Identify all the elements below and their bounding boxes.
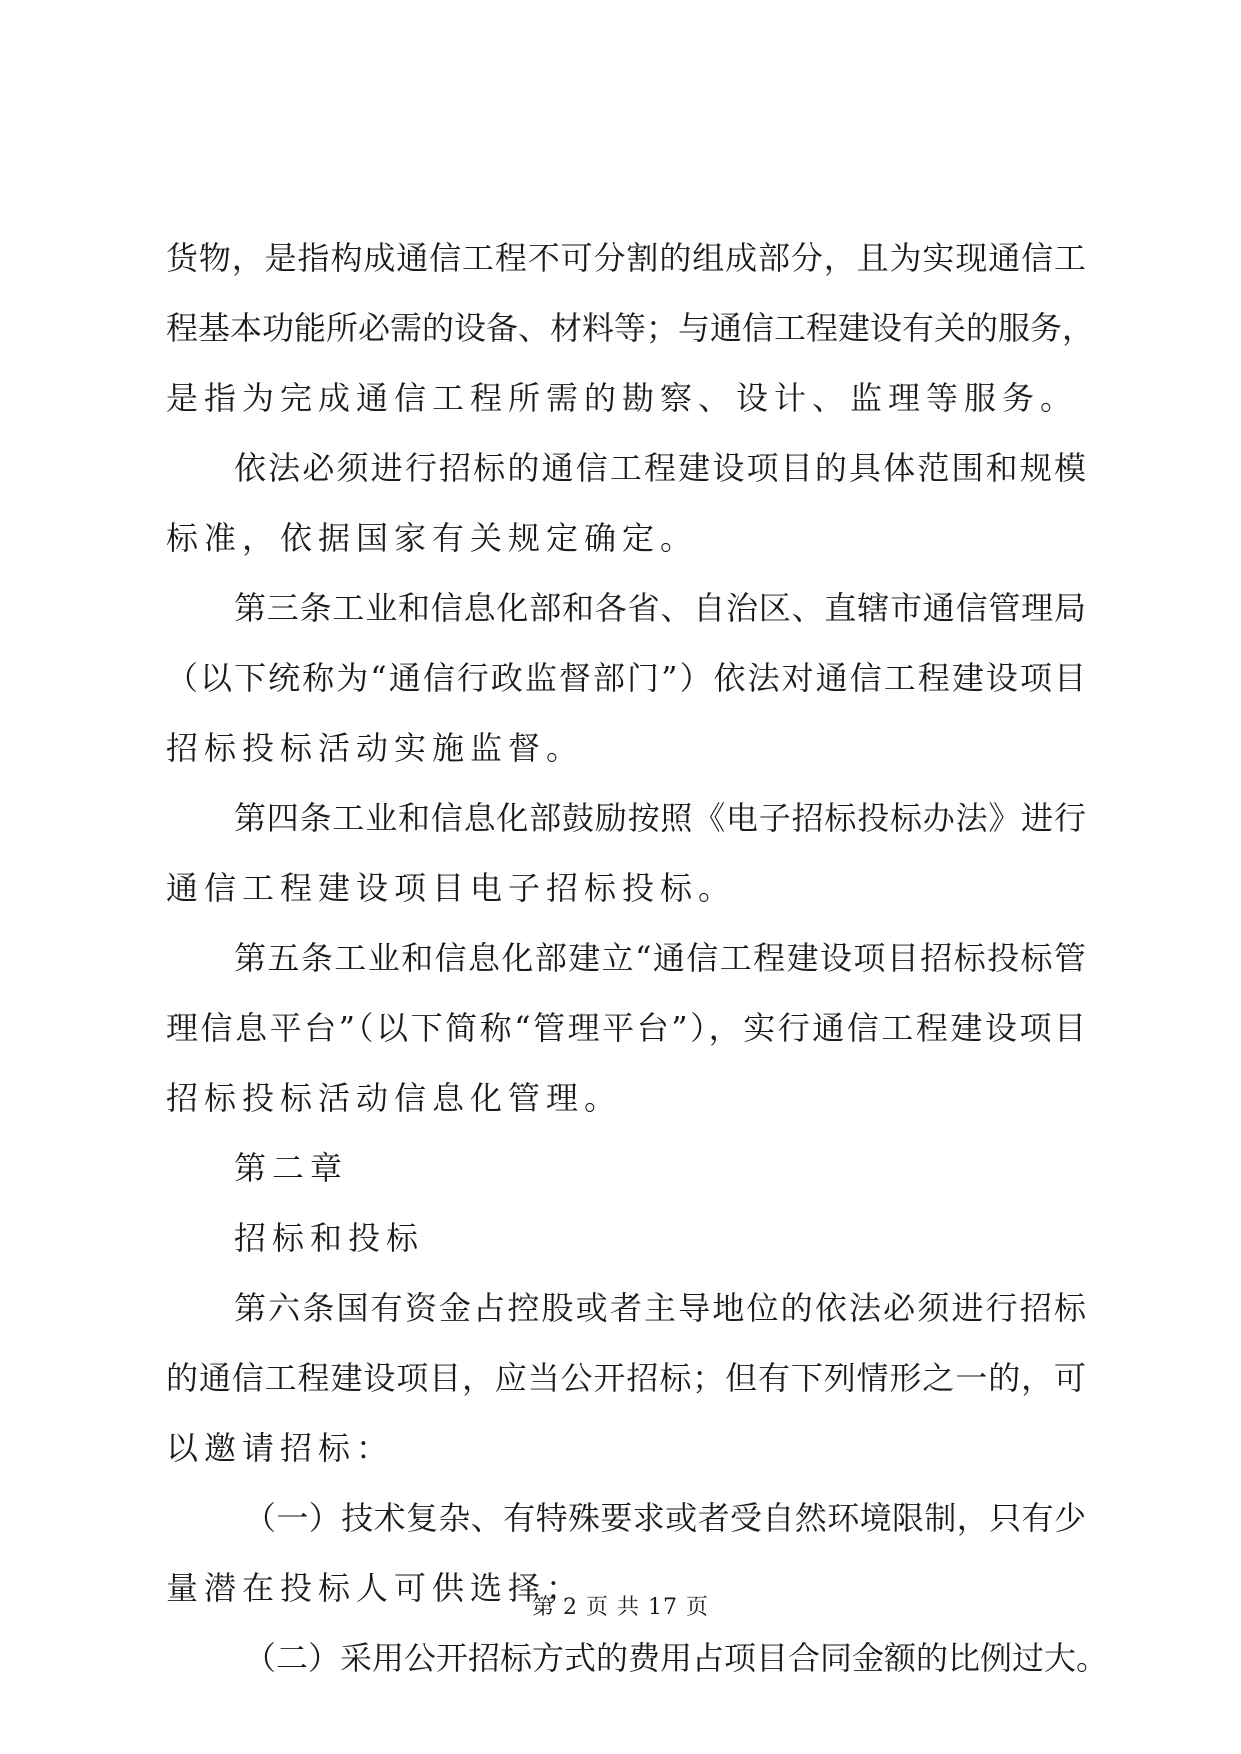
body-line: 是指为完成通信工程所需的勘察、设计、监理等服务。 [166,379,1079,417]
article-6-line: 第六条国有资金占控股或者主导地位的依法必须进行招标 [234,1289,1086,1327]
chapter-heading: 第二章 [234,1149,349,1187]
body-line: （以下统称为“通信行政监督部门”）依法对通信工程建设项目 [166,659,1086,697]
body-line: 通信工程建设项目电子招标投标。 [166,869,737,907]
article-5-line: 第五条工业和信息化部建立“通信工程建设项目招标投标管 [234,939,1086,977]
body-line: 标准，依据国家有关规定确定。 [166,519,699,557]
body-line: 理信息平台”（以下简称“管理平台”），实行通信工程建设项目 [166,1009,1086,1047]
body-line: 招标投标活动信息化管理。 [166,1079,623,1117]
body-line: 货物，是指构成通信工程不可分割的组成部分，且为实现通信工 [166,239,1086,277]
document-body [166,223,1109,1693]
body-line: 招标投标活动实施监督。 [166,729,585,767]
list-item-2-line: （二）采用公开招标方式的费用占项目合同金额的比例过大。 [244,1639,1109,1677]
body-line: 的通信工程建设项目，应当公开招标；但有下列情形之一的，可 [166,1359,1086,1397]
paragraph-start-line: 依法必须进行招标的通信工程建设项目的具体范围和规模 [234,449,1086,487]
article-4-line: 第四条工业和信息化部鼓励按照《电子招标投标办法》进行 [234,799,1086,837]
body-line: 量潜在投标人可供选择； [166,1569,585,1607]
list-item-1-line: （一）技术复杂、有特殊要求或者受自然环境限制，只有少 [244,1499,1086,1537]
body-line: 以邀请招标： [166,1429,395,1467]
body-line: 程基本功能所必需的设备、材料等；与通信工程建设有关的服务， [166,309,1095,347]
article-3-line: 第三条工业和信息化部和各省、自治区、直辖市通信管理局 [234,589,1086,627]
chapter-title: 招标和投标 [234,1219,425,1257]
page-number-footer: 第 2 页 共 17 页 [532,1595,709,1620]
